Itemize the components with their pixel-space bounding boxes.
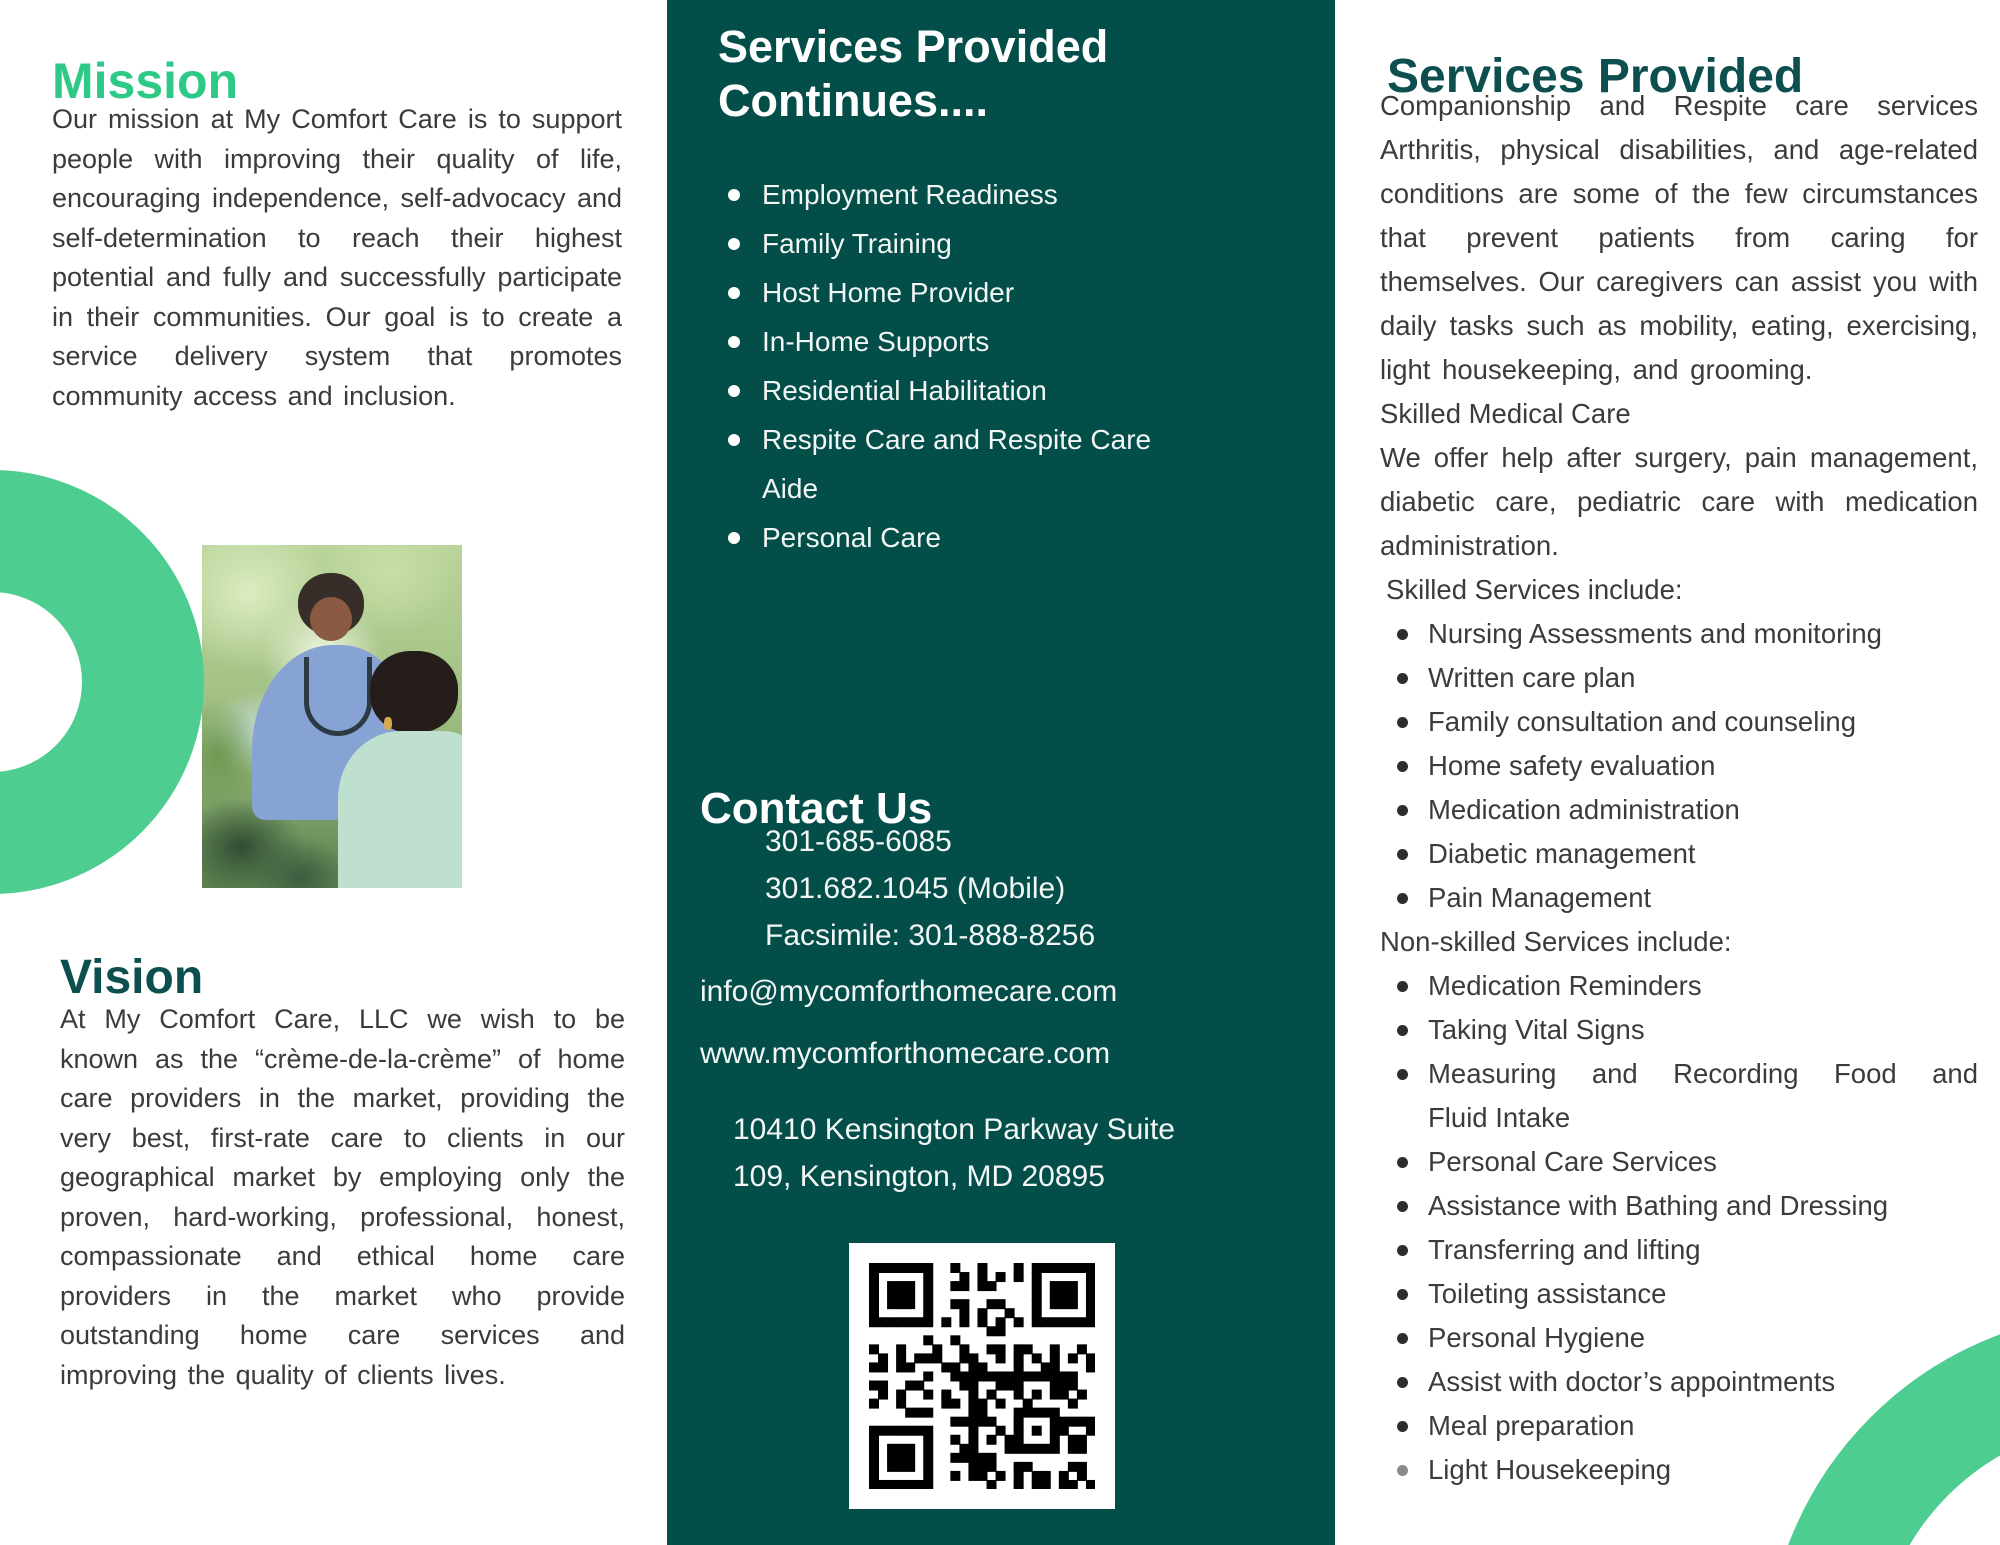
contact-email[interactable]: info@mycomforthomecare.com: [700, 975, 1118, 1008]
mission-title: Mission: [52, 52, 239, 109]
mission-vision-panel: [0, 0, 667, 1545]
nonskilled-service-item: Transferring and lifting: [1428, 1228, 1978, 1272]
mission-text: Our mission at My Comfort Care is to support people with improving their quality of life, encouraging independence, self-advocacy and self-determination to reach their highest potential and fully and successfully participate in their communities. Our goal is to create a service delivery system that promotes community access and inclusion.: [52, 104, 622, 411]
address-line1: 10410 Kensington Parkway Suite: [733, 1113, 1175, 1146]
services-intro-text: Companionship and Respite care services Arthritis, physical disabilities, and age-related conditions are some of the few circumstances that prevent patients from caring for themselves. Our caregivers can assist you with daily tasks such as mobility, eating, exercising, light housekeeping, and grooming.: [1380, 90, 1978, 385]
fax-number: Facsimile: 301-888-8256: [765, 919, 1096, 952]
service-list-item: Residential Habilitation: [762, 366, 1207, 415]
services-provided-content: [1380, 84, 1978, 1492]
nonskilled-service-item: Taking Vital Signs: [1428, 1008, 1978, 1052]
nonskilled-services-list: [1380, 964, 1978, 1492]
services-continued-list: [762, 170, 1207, 562]
skilled-service-item: Diabetic management: [1428, 832, 1978, 876]
service-list-item: Employment Readiness: [762, 170, 1207, 219]
skilled-service-item: Medication administration: [1428, 788, 1978, 832]
service-list-item: Host Home Provider: [762, 268, 1207, 317]
caregiver-face: [310, 597, 352, 641]
services-continued-title-line1: Services Provided: [718, 21, 1109, 72]
vision-title: Vision: [60, 951, 204, 1005]
services-continued-title-line2: Continues....: [718, 75, 988, 126]
skilled-services-list: [1380, 612, 1978, 920]
contact-website[interactable]: www.mycomforthomecare.com: [700, 1037, 1111, 1070]
service-list-item: Family Training: [762, 219, 1207, 268]
contact-phone-block: [765, 818, 1095, 959]
services-provided-title: Services Provided: [1387, 50, 1804, 104]
vision-text: At My Comfort Care, LLC we wish to be known as the “crème-de-la-crème” of home care providers in the market, providing the very best, first-rate care to clients in our geographical market by employing only the proven, hard-working, professional, honest, compassionate and ethical home care providers in the market who provide outstanding home care services and improving the quality of clients lives.: [60, 1004, 625, 1390]
client-earring: [384, 717, 392, 730]
nonskilled-service-item: Medication Reminders: [1428, 964, 1978, 1008]
skilled-service-item: Family consultation and counseling: [1428, 700, 1978, 744]
service-list-item: Personal Care: [762, 513, 1207, 562]
service-list-item: Respite Care and Respite Care Aide: [762, 415, 1207, 513]
skilled-service-item: Written care plan: [1428, 656, 1978, 700]
qr-code-icon[interactable]: [849, 1243, 1115, 1509]
service-list-item: In-Home Supports: [762, 317, 1207, 366]
skilled-service-item: Pain Management: [1428, 876, 1978, 920]
nonskilled-service-item: Assist with doctor’s appointments: [1428, 1360, 1978, 1404]
nonskilled-service-item: Measuring and Recording Food and Fluid Intake: [1428, 1052, 1978, 1140]
nonskilled-service-item: Meal preparation: [1428, 1404, 1978, 1448]
nonskilled-service-item: Light Housekeeping: [1428, 1448, 1978, 1492]
nonskilled-service-item: Personal Care Services: [1428, 1140, 1978, 1184]
skilled-medical-care-heading: Skilled Medical Care: [1380, 398, 1631, 429]
nonskilled-service-item: Toileting assistance: [1428, 1272, 1978, 1316]
skilled-service-item: Nursing Assessments and monitoring: [1428, 612, 1978, 656]
services-continued-panel: [667, 0, 1335, 1545]
skilled-services-label: Skilled Services include:: [1386, 574, 1683, 605]
skilled-service-item: Home safety evaluation: [1428, 744, 1978, 788]
skilled-medical-care-text: We offer help after surgery, pain management, diabetic care, pediatric care with medication administration.: [1380, 442, 1978, 561]
services-continued-title: [718, 20, 1108, 128]
contact-us-title: Contact Us: [700, 783, 933, 833]
client-top: [338, 731, 462, 888]
mobile-number[interactable]: 301.682.1045 (Mobile): [765, 872, 1066, 905]
services-provided-panel: [1335, 0, 2000, 1545]
phone-number[interactable]: 301-685-6085: [765, 825, 952, 858]
nonskilled-service-item: Assistance with Bathing and Dressing: [1428, 1184, 1978, 1228]
stethoscope-icon: [304, 657, 372, 736]
nonskilled-service-item: Personal Hygiene: [1428, 1316, 1978, 1360]
contact-address: [733, 1106, 1213, 1200]
caregiver-client-photo: [202, 545, 462, 888]
nonskilled-services-label: Non-skilled Services include:: [1380, 926, 1732, 957]
address-line2: 109, Kensington, MD 20895: [733, 1160, 1105, 1193]
